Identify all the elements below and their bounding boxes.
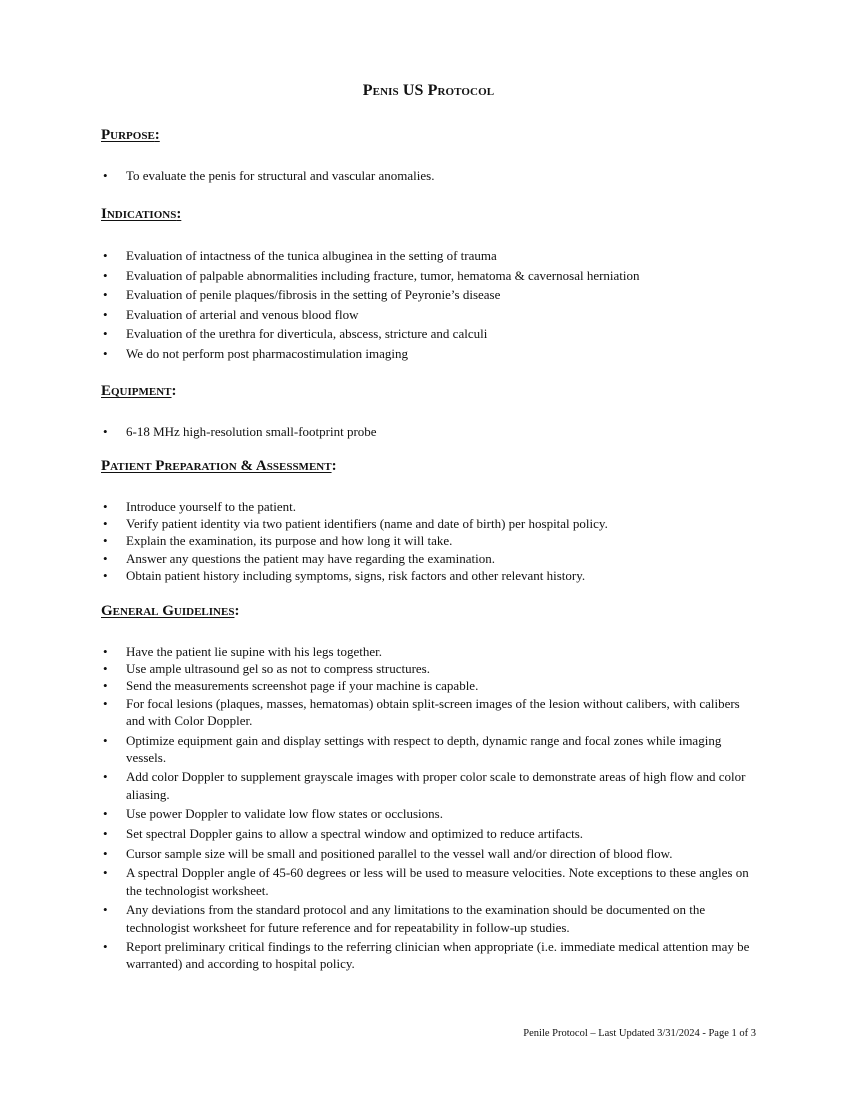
list-item: • Use power Doppler to validate low flow states or occlusions. (101, 805, 761, 822)
section-heading-patient-preparation-text: Patient Preparation & Assessment (101, 458, 332, 474)
list-patient-preparation (101, 498, 761, 584)
section-heading-purpose (101, 127, 160, 144)
section-heading-equipment-text: Equipment (101, 383, 172, 399)
section-heading-indications-suffix: : (176, 206, 182, 222)
list-item: • Evaluation of palpable abnormalities including fracture, tumor, hematoma & cavernosal herniation (101, 266, 761, 286)
section-heading-purpose-text: Purpose (101, 127, 155, 143)
list-item: • Obtain patient history including symptoms, signs, risk factors and other relevant history. (101, 567, 761, 584)
list-item: • Optimize equipment gain and display settings with respect to depth, dynamic range and focal zones while imaging vessels. (101, 732, 761, 766)
section-heading-patient-preparation-suffix: : (331, 458, 337, 474)
section-heading-indications-text: Indications (101, 206, 177, 222)
list-item: • Evaluation of intactness of the tunica albuginea in the setting of trauma (101, 246, 761, 266)
list-item: • A spectral Doppler angle of 45-60 degrees or less will be used to measure velocities. Note exceptions to these angles on the technologist worksheet. (101, 864, 761, 898)
list-item: • Have the patient lie supine with his legs together. (101, 643, 761, 660)
list-item: • To evaluate the penis for structural and vascular anomalies. (101, 167, 761, 184)
list-equipment (101, 423, 761, 440)
section-heading-general-guidelines (101, 603, 239, 620)
list-item: • We do not perform post pharmacostimulation imaging (101, 344, 761, 364)
section-heading-equipment (101, 383, 177, 400)
list-general-guidelines (101, 643, 761, 973)
list-item: • Add color Doppler to supplement grayscale images with proper color scale to demonstrate areas of high flow and color aliasing. (101, 768, 761, 802)
list-purpose (101, 167, 761, 184)
list-item: • Use ample ultrasound gel so as not to compress structures. (101, 660, 761, 677)
list-item: • Evaluation of penile plaques/fibrosis in the setting of Peyronie’s disease (101, 285, 761, 305)
list-item: • 6-18 MHz high-resolution small-footprint probe (101, 423, 761, 440)
list-item: • For focal lesions (plaques, masses, hematomas) obtain split-screen images of the lesion without calibers, with calibers and with Color Doppler. (101, 695, 761, 729)
section-heading-purpose-suffix: : (154, 127, 160, 143)
list-item: • Any deviations from the standard protocol and any limitations to the examination should be documented on the technologist worksheet for future reference and for repeatability in follow-up studies. (101, 901, 761, 935)
list-item: • Explain the examination, its purpose and how long it will take. (101, 532, 761, 549)
section-heading-indications (101, 206, 181, 223)
list-item: • Evaluation of the urethra for diverticula, abscess, stricture and calculi (101, 324, 761, 344)
list-item: • Answer any questions the patient may have regarding the examination. (101, 550, 761, 567)
list-item: • Verify patient identity via two patient identifiers (name and date of birth) per hospital policy. (101, 515, 761, 532)
section-heading-general-guidelines-suffix: : (234, 603, 240, 619)
list-item: • Cursor sample size will be small and positioned parallel to the vessel wall and/or direction of blood flow. (101, 845, 761, 862)
section-heading-general-guidelines-text: General Guidelines (101, 603, 235, 619)
list-indications (101, 246, 761, 364)
list-item: • Introduce yourself to the patient. (101, 498, 761, 515)
list-item: • Report preliminary critical findings to the referring clinician when appropriate (i.e. immediate medical attention may be warranted) and according to hospital policy. (101, 938, 761, 972)
section-heading-equipment-suffix: : (171, 383, 177, 399)
list-item: • Set spectral Doppler gains to allow a spectral window and optimized to reduce artifacts. (101, 825, 761, 842)
list-item: • Evaluation of arterial and venous blood flow (101, 305, 761, 325)
page-footer: Penile Protocol – Last Updated 3/31/2024 - Page 1 of 3 (523, 1028, 756, 1039)
document-title: Penis US Protocol (362, 82, 495, 99)
section-heading-patient-preparation (101, 458, 337, 475)
list-item: • Send the measurements screenshot page if your machine is capable. (101, 677, 761, 694)
